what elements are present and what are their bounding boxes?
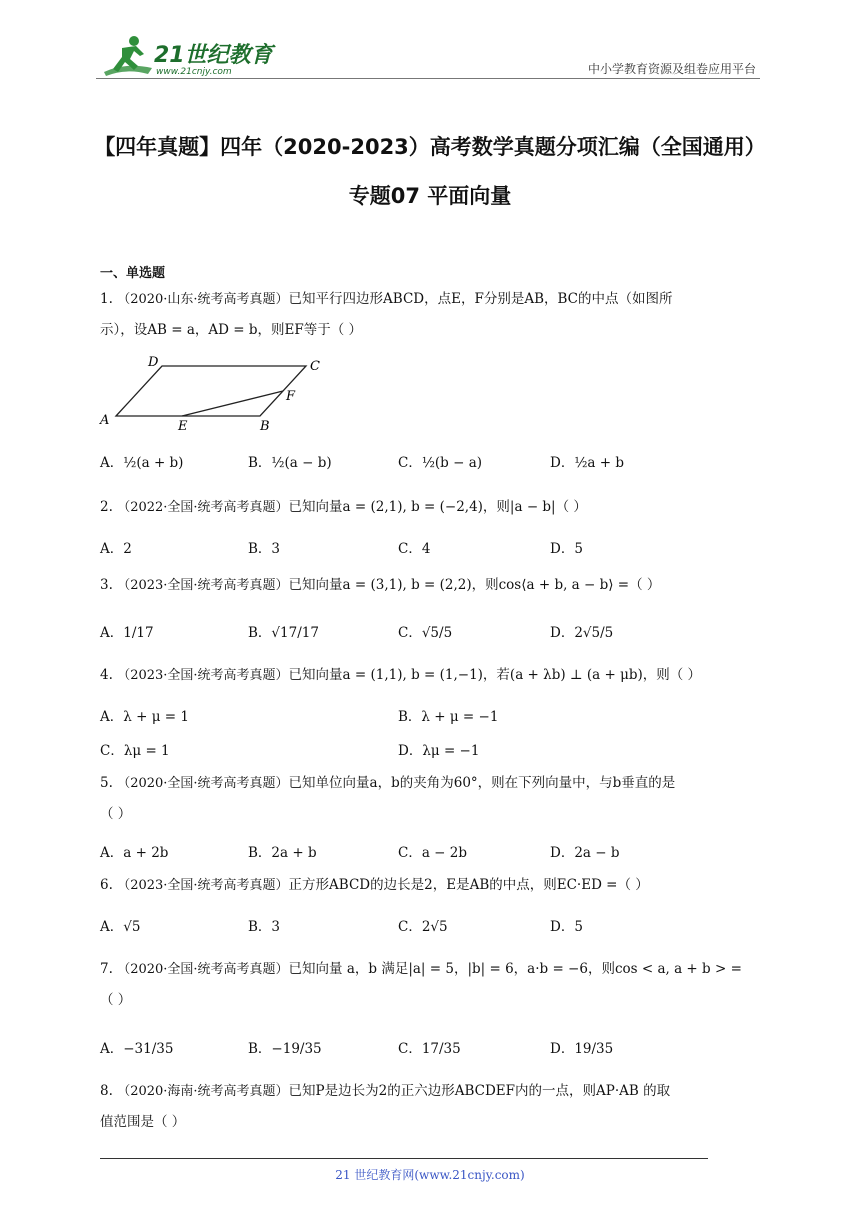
question-source: （2023·全国·统考高考真题） (117, 878, 289, 893)
option-c[interactable]: C．2√5 (398, 919, 448, 935)
question-6 (100, 870, 764, 901)
option-c[interactable]: C．17/35 (398, 1041, 461, 1057)
option-a[interactable]: A．λ + μ = 1 (100, 709, 189, 725)
option-d[interactable]: D．5 (550, 919, 583, 935)
question-source: （2023·全国·统考高考真题） (117, 668, 289, 683)
option-b[interactable]: B．3 (248, 919, 281, 935)
option-b[interactable]: B．2a + b (248, 845, 317, 861)
question-5-options (100, 834, 764, 868)
option-b[interactable]: B．√17/17 (248, 625, 319, 641)
option-a[interactable]: A．1/17 (100, 625, 154, 641)
question-text: 已知P是边长为2的正六边形ABCDEF内的一点，则AP·AB 的取 (288, 1083, 671, 1099)
option-d[interactable]: D．19/35 (550, 1041, 614, 1057)
option-b[interactable]: B．3 (248, 541, 281, 557)
question-text: 已知平行四边形ABCD，点E，F分别是AB，BC的中点（如图所 (288, 291, 673, 307)
document-title: 【四年真题】四年（2020-2023）高考数学真题分项汇编（全国通用） (94, 135, 766, 159)
question-text: 已知单位向量a，b的夹角为60°，则在下列向量中，与b垂直的是 (288, 775, 676, 791)
option-c[interactable]: C．½(b − a) (398, 455, 483, 471)
question-4-options-row2 (100, 732, 764, 766)
option-c[interactable]: C．4 (398, 541, 431, 557)
option-c[interactable]: C．λμ = 1 (100, 743, 170, 759)
question-5 (100, 768, 764, 829)
label-a: A (100, 413, 110, 428)
question-3-options (100, 614, 764, 648)
question-7 (100, 954, 764, 1015)
question-6-options (100, 908, 764, 942)
question-4 (100, 660, 764, 691)
header-tagline: 中小学教育资源及组卷应用平台 (587, 62, 756, 76)
option-b[interactable]: B．−19/35 (248, 1041, 322, 1057)
question-2-options (100, 530, 764, 564)
question-number: 4. (100, 667, 113, 683)
question-number: 8. (100, 1083, 113, 1099)
question-source: （2020·全国·统考高考真题） (117, 962, 289, 977)
question-7-options (100, 1030, 764, 1064)
option-a[interactable]: A．a + 2b (100, 845, 169, 861)
question-number: 2. (100, 499, 113, 515)
label-d: D (148, 355, 159, 370)
question-1-options (100, 444, 764, 478)
header-divider (96, 78, 760, 79)
question-source: （2020·海南·统考高考真题） (117, 1084, 289, 1099)
question-number: 5. (100, 775, 113, 791)
question-text: 已知向量a = (2,1), b = (−2,4)，则|a − b|（ ） (288, 499, 587, 515)
document-subtitle: 专题07 平面向量 (348, 184, 512, 208)
svg-text:21世纪教育: 21世纪教育 (154, 43, 273, 68)
question-2 (100, 492, 764, 523)
question-4-options-row1 (100, 698, 764, 732)
question-number: 1. (100, 291, 113, 307)
parallelogram-figure (96, 350, 336, 432)
option-c[interactable]: C．a − 2b (398, 845, 468, 861)
label-e: E (178, 419, 188, 432)
question-text: 正方形ABCD的边长是2，E是AB的中点，则EC·ED =（ ） (288, 877, 649, 893)
question-number: 3. (100, 577, 113, 593)
question-text: 已知向量a = (3,1), b = (2,2)，则cos⟨a + b, a − b⟩ =（ ） (288, 577, 661, 593)
option-a[interactable]: A．2 (100, 541, 132, 557)
option-b[interactable]: B．λ + μ = −1 (398, 709, 499, 725)
question-source: （2022·全国·统考高考真题） (117, 500, 289, 515)
question-1 (100, 284, 764, 345)
label-c: C (310, 359, 320, 374)
segment-ef (182, 391, 283, 416)
question-text: 已知向量 a，b 满足|a| = 5，|b| = 6，a·b = −6，则cos < a, a + b > = (288, 961, 742, 977)
option-d[interactable]: D．λμ = −1 (398, 743, 480, 759)
option-b[interactable]: B．½(a − b) (248, 455, 332, 471)
question-source: （2023·全国·统考高考真题） (117, 578, 289, 593)
question-8 (100, 1076, 764, 1137)
question-text-line2: 示），设AB = a，AD = b，则EF等于（ ） (100, 322, 362, 338)
option-c[interactable]: C．√5/5 (398, 625, 453, 641)
question-text: 已知向量a = (1,1), b = (1,−1)，若(a + λb) ⊥ (a + μb)，则（ ） (288, 667, 702, 683)
question-text-line2: （ ） (100, 806, 132, 822)
option-a[interactable]: A．√5 (100, 919, 141, 935)
option-a[interactable]: A．−31/35 (100, 1041, 174, 1057)
section-heading: 一、单选题 (100, 266, 166, 281)
label-f: F (286, 389, 296, 404)
runner-icon (104, 36, 152, 76)
svg-text:www.21cnjy.com: www.21cnjy.com (156, 67, 232, 77)
option-a[interactable]: A．½(a + b) (100, 455, 184, 471)
question-source: （2020·山东·统考高考真题） (117, 292, 289, 307)
option-d[interactable]: D．½a + b (550, 455, 624, 471)
option-d[interactable]: D．2a − b (550, 845, 620, 861)
question-number: 6. (100, 877, 113, 893)
question-3 (100, 570, 764, 601)
question-text-line2: 值范围是（ ） (100, 1114, 186, 1130)
question-text-line2: （ ） (100, 992, 132, 1008)
question-number: 7. (100, 961, 113, 977)
question-source: （2020·全国·统考高考真题） (117, 776, 289, 791)
footer-divider (100, 1158, 708, 1159)
option-d[interactable]: D．2√5/5 (550, 625, 614, 641)
option-d[interactable]: D．5 (550, 541, 583, 557)
site-logo (96, 32, 296, 80)
footer-link[interactable]: 21 世纪教育网(www.21cnjy.com) (335, 1168, 525, 1182)
label-b: B (260, 419, 270, 432)
